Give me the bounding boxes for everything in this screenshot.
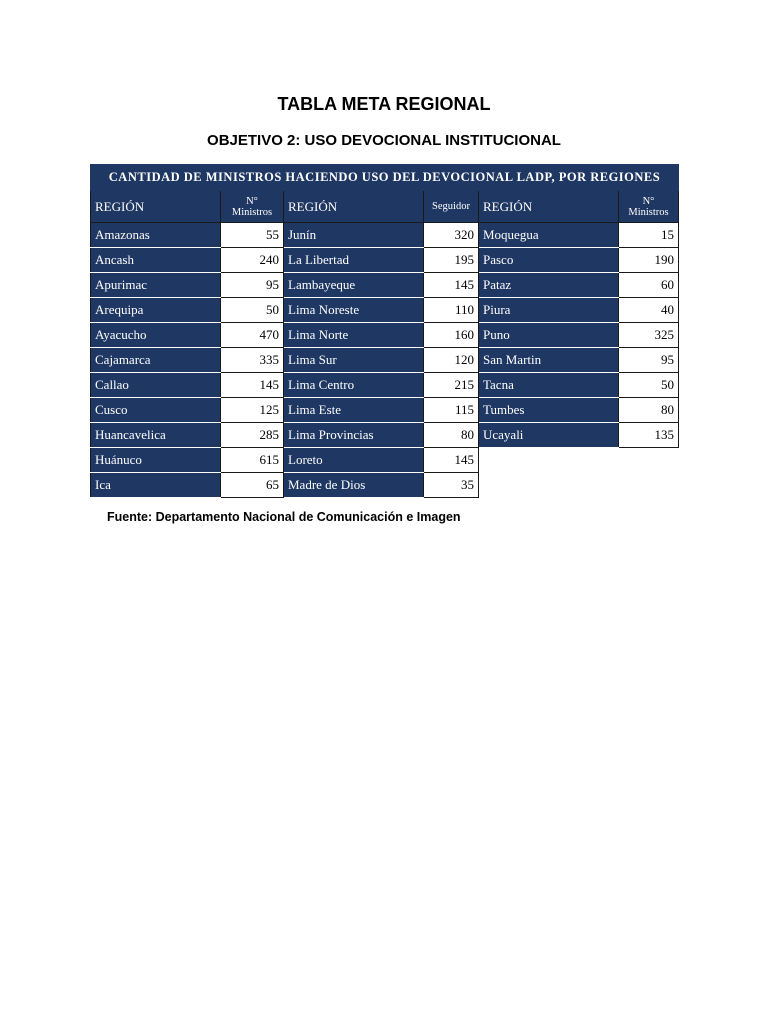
header-ministros-1-line1: N° xyxy=(246,195,258,207)
region-name-cell: Tumbes xyxy=(479,398,619,423)
region-value-cell: 65 xyxy=(221,473,284,498)
empty-cell xyxy=(479,448,619,473)
table-row xyxy=(91,373,679,398)
region-value-cell: 145 xyxy=(221,373,284,398)
table-row xyxy=(91,398,679,423)
header-region-3: REGIÓN xyxy=(479,191,619,223)
region-name-cell: Piura xyxy=(479,298,619,323)
region-value-cell: 115 xyxy=(424,398,479,423)
table-row xyxy=(91,248,679,273)
region-name-cell: Loreto xyxy=(284,448,424,473)
table-row xyxy=(91,448,679,473)
region-value-cell: 470 xyxy=(221,323,284,348)
region-value-cell: 110 xyxy=(424,298,479,323)
region-value-cell: 135 xyxy=(619,423,679,448)
region-value-cell: 95 xyxy=(619,348,679,373)
empty-cell xyxy=(479,473,619,498)
table-row xyxy=(91,348,679,373)
region-value-cell: 60 xyxy=(619,273,679,298)
region-value-cell: 125 xyxy=(221,398,284,423)
region-name-cell: Amazonas xyxy=(91,223,221,248)
regional-table xyxy=(90,164,679,498)
region-value-cell: 215 xyxy=(424,373,479,398)
empty-cell xyxy=(619,448,679,473)
region-name-cell: Lima Centro xyxy=(284,373,424,398)
region-name-cell: Ancash xyxy=(91,248,221,273)
region-value-cell: 40 xyxy=(619,298,679,323)
region-name-cell: Lima Este xyxy=(284,398,424,423)
region-value-cell: 320 xyxy=(424,223,479,248)
region-value-cell: 80 xyxy=(619,398,679,423)
region-name-cell: Ica xyxy=(91,473,221,498)
header-region-2: REGIÓN xyxy=(284,191,424,223)
header-ministros-3-line1: N° xyxy=(642,195,655,207)
header-ministros-1 xyxy=(221,191,284,223)
region-value-cell: 195 xyxy=(424,248,479,273)
table-row xyxy=(91,423,679,448)
region-value-cell: 50 xyxy=(221,298,284,323)
table-row xyxy=(91,323,679,348)
region-name-cell: Lima Norte xyxy=(284,323,424,348)
region-value-cell: 190 xyxy=(619,248,679,273)
table-row xyxy=(91,298,679,323)
region-name-cell: La Libertad xyxy=(284,248,424,273)
region-name-cell: Ayacucho xyxy=(91,323,221,348)
region-name-cell: San Martin xyxy=(479,348,619,373)
table-caption-row xyxy=(91,165,679,191)
region-value-cell: 95 xyxy=(221,273,284,298)
region-name-cell: Cajamarca xyxy=(91,348,221,373)
region-value-cell: 80 xyxy=(424,423,479,448)
source-note: Fuente: Departamento Nacional de Comunicación e Imagen xyxy=(107,510,461,524)
region-value-cell: 15 xyxy=(619,223,679,248)
header-ministros-1-line2: Ministros xyxy=(231,206,273,218)
region-name-cell: Callao xyxy=(91,373,221,398)
region-value-cell: 50 xyxy=(619,373,679,398)
region-value-cell: 145 xyxy=(424,273,479,298)
region-value-cell: 285 xyxy=(221,423,284,448)
region-name-cell: Lima Sur xyxy=(284,348,424,373)
header-region-1: REGIÓN xyxy=(91,191,221,223)
region-name-cell: Huancavelica xyxy=(91,423,221,448)
header-seguidor: Seguidor xyxy=(424,191,479,223)
region-value-cell: 35 xyxy=(424,473,479,498)
empty-cell xyxy=(619,473,679,498)
region-value-cell: 120 xyxy=(424,348,479,373)
region-name-cell: Junín xyxy=(284,223,424,248)
region-value-cell: 55 xyxy=(221,223,284,248)
table-row xyxy=(91,273,679,298)
region-name-cell: Lambayeque xyxy=(284,273,424,298)
table-header-row xyxy=(91,191,679,223)
region-value-cell: 335 xyxy=(221,348,284,373)
table-caption: CANTIDAD DE MINISTROS HACIENDO USO DEL DEVOCIONAL LADP, POR REGIONES xyxy=(91,165,679,191)
header-ministros-3 xyxy=(619,191,679,223)
region-value-cell: 240 xyxy=(221,248,284,273)
region-name-cell: Puno xyxy=(479,323,619,348)
region-name-cell: Lima Provincias xyxy=(284,423,424,448)
region-name-cell: Apurimac xyxy=(91,273,221,298)
table-row xyxy=(91,223,679,248)
region-value-cell: 615 xyxy=(221,448,284,473)
region-value-cell: 145 xyxy=(424,448,479,473)
region-name-cell: Arequipa xyxy=(91,298,221,323)
region-value-cell: 325 xyxy=(619,323,679,348)
region-name-cell: Pasco xyxy=(479,248,619,273)
page-title: TABLA META REGIONAL xyxy=(277,94,491,114)
region-name-cell: Ucayali xyxy=(479,423,619,448)
region-name-cell: Moquegua xyxy=(479,223,619,248)
page-subtitle: OBJETIVO 2: USO DEVOCIONAL INSTITUCIONAL xyxy=(207,132,561,149)
region-name-cell: Madre de Dios xyxy=(284,473,424,498)
region-value-cell: 160 xyxy=(424,323,479,348)
region-name-cell: Pataz xyxy=(479,273,619,298)
region-name-cell: Huánuco xyxy=(91,448,221,473)
region-name-cell: Tacna xyxy=(479,373,619,398)
header-ministros-3-line2: Ministros xyxy=(628,206,669,218)
table-row xyxy=(91,473,679,498)
region-name-cell: Lima Noreste xyxy=(284,298,424,323)
region-name-cell: Cusco xyxy=(91,398,221,423)
